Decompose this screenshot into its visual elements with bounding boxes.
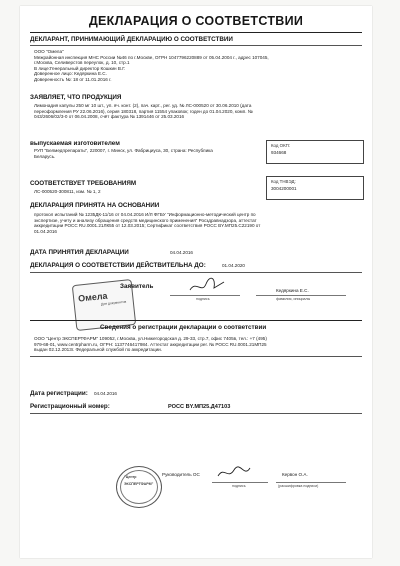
manufacturer-heading: выпускаемая изготовителем [30, 140, 120, 147]
sign-line [170, 295, 240, 296]
registration-sign-label: Руководитель ОС [162, 472, 200, 477]
title-divider [30, 32, 362, 33]
applicant-line: В лице:Генеральный директор Кошкин В.Г. [34, 65, 126, 71]
registration-date-label: Дата регистрации: [30, 390, 88, 397]
divider [30, 320, 362, 321]
applicant-block [34, 49, 364, 83]
requirements-line: ЛС-000520-300811, изм. № 1, 2 [34, 189, 101, 194]
registration-heading: Сведения о регистрации декларации о соответствии [100, 324, 267, 331]
name-line [276, 482, 346, 483]
applicant-line: ООО "Омела" [34, 49, 64, 54]
name-caption: фамилия, инициалы [276, 297, 311, 301]
stamp-text-1: "Центр [124, 475, 137, 479]
registration-number-label: Регистрационный номер: [30, 403, 110, 410]
okp-box [266, 140, 364, 164]
basis-heading: ДЕКЛАРАЦИЯ ПРИНЯТА НА ОСНОВАНИИ [30, 202, 160, 209]
manufacturer-line: РУП "Белмедпрепараты", 220007, г. Минск, ул. Фабрициуса, 30, страна: Республика [34, 148, 213, 153]
product-line: переоформления РУ 22.06.2016), серия 180318, партия 11554 упаковок; годен до 01.04.2020, комп. № [34, 108, 253, 114]
applicant-line: Доверенность №: 18 от 11.01.2016 г. [34, 76, 112, 82]
divider [30, 272, 362, 273]
applicant-sign-label: Заявитель [120, 283, 154, 290]
product-heading: ЗАЯВЛЯЕТ, ЧТО ПРОДУКЦИЯ [30, 94, 122, 101]
registrar-name-caption: (расшифровка подписи) [278, 484, 319, 488]
okp-value: 934668 [271, 150, 287, 155]
registrar-sign-caption: подпись [232, 484, 246, 488]
document-title: ДЕКЛАРАЦИЯ О СООТВЕТСТВИИ [88, 14, 304, 28]
sign-caption: подпись [196, 297, 210, 301]
applicant-name: Кедяркина Е.С. [276, 288, 309, 293]
registration-line: 979-68-01, www.centrpharm.ru, ОГРН: 1137746417984. Аттестат аккредитации рег. № РОСС RU.0001.21МП25 [34, 341, 267, 347]
applicant-line: Межрайонная инспекция МНС России №46 по г.Москве, ОГРН 1047796220889 от 05.04.2004 г., адрес 107045, [34, 54, 269, 60]
applicant-line: г.Москва, Селиверстов переулок, д. 10, стр.1 [34, 60, 130, 66]
validity-label: ДЕКЛАРАЦИЯ О СООТВЕТСТВИИ ДЕЙСТВИТЕЛЬНА ДО: [30, 262, 206, 269]
acceptance-value: 04.04.2016 [170, 250, 193, 255]
product-block [34, 103, 364, 120]
registration-line: выдан 02.12.2013г. Федеральной службой по аккредитации. [34, 347, 163, 353]
registration-block [34, 336, 364, 353]
registration-line: ООО "Центр ЭКСПЕРТФАРМ" 109052, г.Москва, ул.Нижегородская д. 29-33, стр.7, офис 7405в, тел.: +7 (495) [34, 336, 267, 341]
manufacturer-line: Беларусь. [34, 153, 56, 159]
product-line: Лимонадия капулы 250 мг 10 шт., уп. яч. конт. (2), пач. карт., рег. уд. № ЛС-000520 от 30.06.2010 (дата [34, 103, 252, 108]
manufacturer-block [34, 148, 254, 159]
registration-stamp [116, 466, 162, 508]
tnved-label: Код ТНВЭД: [271, 179, 296, 184]
applicant-signature [188, 276, 228, 296]
divider [30, 45, 362, 46]
seal-text: Омела [77, 290, 108, 304]
registrar-name: Кервон О.А. [282, 472, 308, 477]
applicant-line: Доверенное лицо: Кедяркина Е.С. [34, 71, 107, 77]
basis-line: аккредитации РОСС RU.0001.21ЛК55 от 12.03.2015; Сертификат соответствия РОСС BY.МП25.С22190 от [34, 223, 261, 229]
name-line [256, 295, 346, 296]
seal-subtext: Для документов [100, 299, 127, 307]
registration-date-value: 04.04.2016 [94, 391, 117, 396]
divider [30, 356, 362, 357]
tnved-box [266, 176, 364, 200]
registrar-signature [216, 464, 254, 482]
basis-block [34, 212, 364, 234]
declaration-page [20, 6, 372, 558]
basis-line: 01.04.2016 [34, 228, 57, 234]
okp-label: Код ОКП: [271, 143, 291, 148]
product-line: 043/2606/02/3-0 от 06.04.2008, счёт фактура № 1391446 от 25.03.2016 [34, 114, 185, 120]
validity-value: 01.04.2020 [222, 263, 245, 268]
stamp-text-2: ЭКСПЕРТФАРМ" [124, 482, 154, 486]
requirements-heading: СООТВЕТСТВУЕТ ТРЕБОВАНИЯМ [30, 180, 137, 187]
basis-line: протокол испытаний № 1235ДК-11/16 от 04.04.2016 И/Л ФГБУ "Информационно-методический центр по [34, 212, 256, 217]
sign-line [212, 482, 268, 483]
registration-number-value: РОСС BY.МП25.Д47103 [168, 404, 231, 410]
basis-line: экспертизе, учету и анализу обращения средств медицинского применения" Росздравнадзора, аттестат [34, 217, 257, 223]
acceptance-label: ДАТА ПРИНЯТИЯ ДЕКЛАРАЦИИ [30, 249, 129, 256]
applicant-heading: ДЕКЛАРАНТ, ПРИНИМАЮЩИЙ ДЕКЛАРАЦИЮ О СООТВЕТСТВИИ [30, 36, 233, 43]
tnved-value: 3004200001 [271, 186, 297, 191]
divider [30, 413, 362, 414]
